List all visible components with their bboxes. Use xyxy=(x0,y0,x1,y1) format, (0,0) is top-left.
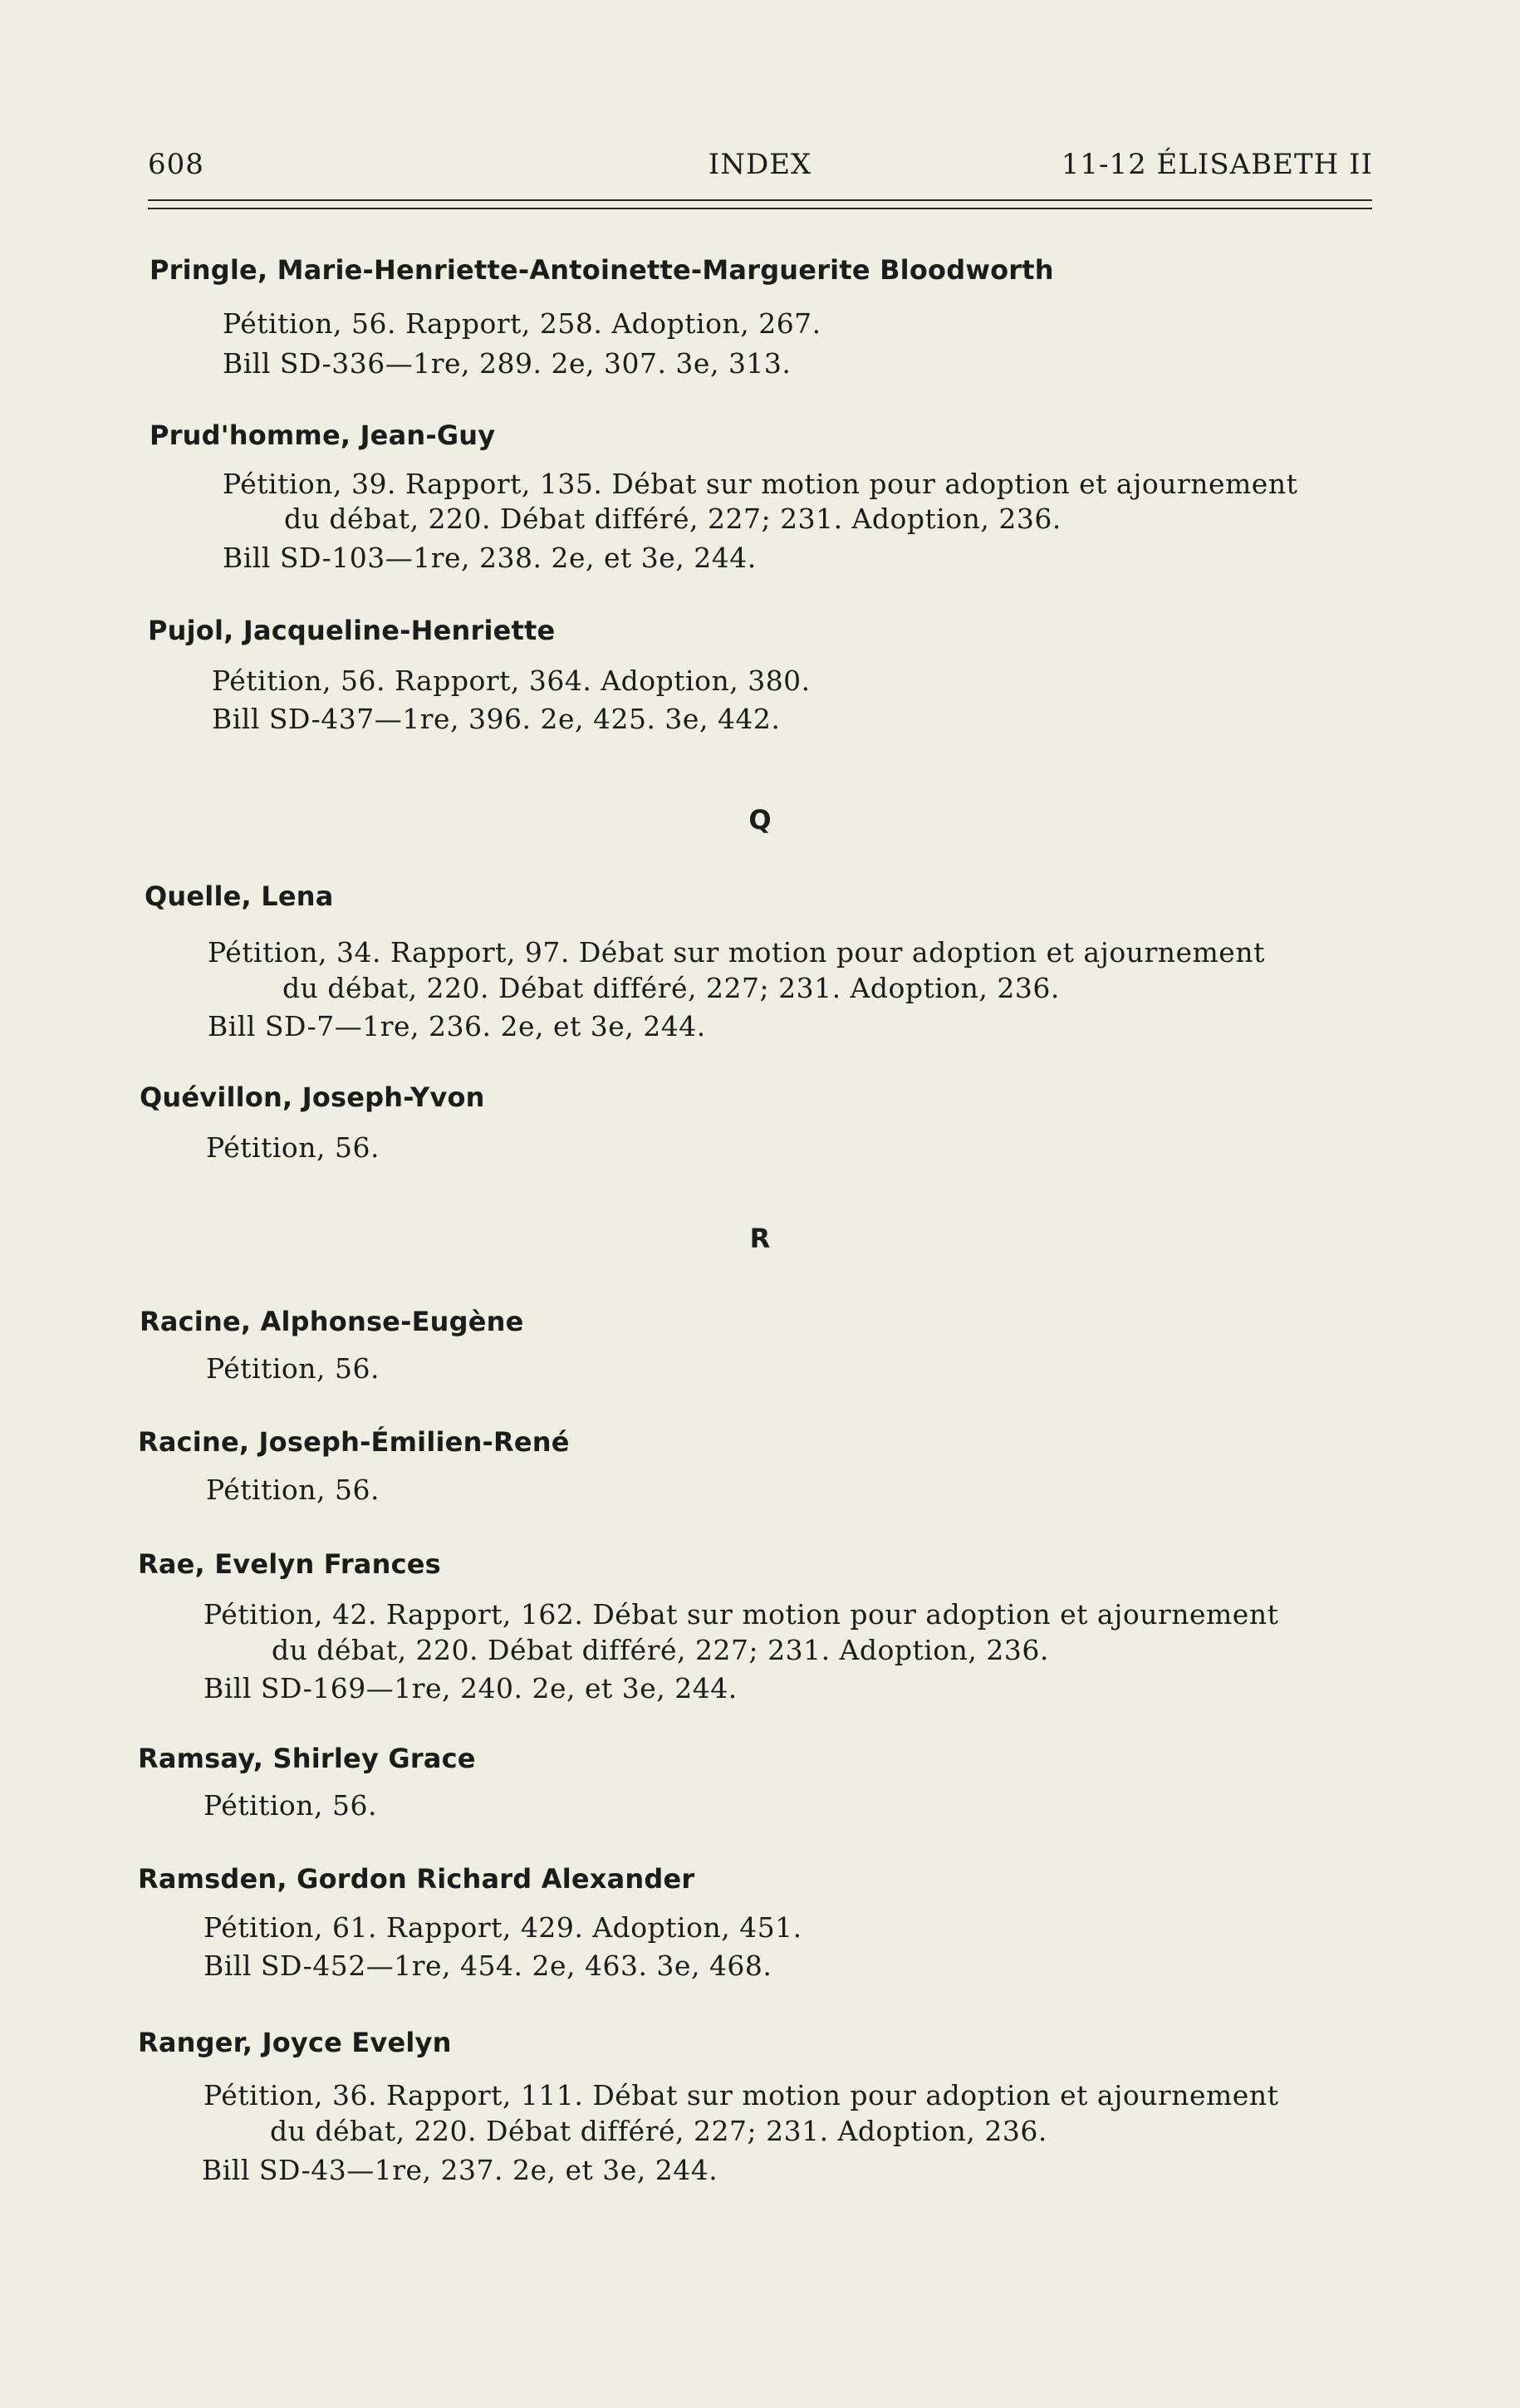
entry-name: Quelle, Lena xyxy=(145,880,334,912)
entry-reference-line: du débat, 220. Débat différé, 227; 231. Adoption, 236. xyxy=(272,1634,1049,1666)
entry-name: Pringle, Marie-Henriette-Antoinette-Marguerite Bloodworth xyxy=(150,254,1054,286)
entry-reference-line: Bill SD-336—1re, 289. 2e, 307. 3e, 313. xyxy=(223,347,792,380)
entry-reference-line: Pétition, 34. Rapport, 97. Débat sur motion pour adoption et ajournement xyxy=(208,936,1265,969)
section-letter-r: R xyxy=(749,1223,771,1254)
entry-reference-line: Pétition, 39. Rapport, 135. Débat sur motion pour adoption et ajournement xyxy=(223,468,1298,500)
entry-reference-line: Pétition, 42. Rapport, 162. Débat sur motion pour adoption et ajournement xyxy=(203,1598,1279,1631)
entry-reference-line: Pétition, 56. xyxy=(206,1352,380,1385)
entry-name: Prud'homme, Jean-Guy xyxy=(150,419,496,451)
entry-name: Racine, Joseph-Émilien-René xyxy=(138,1426,570,1458)
entry-name: Ramsden, Gordon Richard Alexander xyxy=(138,1863,695,1895)
entry-reference-line: Bill SD-43—1re, 237. 2e, et 3e, 244. xyxy=(202,2154,718,2186)
page-number: 608 xyxy=(148,148,204,181)
header-rule-bottom xyxy=(148,208,1372,209)
entry-reference-line: Pétition, 56. xyxy=(203,1789,377,1822)
entry-reference-line: Pétition, 36. Rapport, 111. Débat sur motion pour adoption et ajournement xyxy=(203,2079,1279,2111)
page-title: INDEX xyxy=(708,148,812,181)
entry-name: Quévillon, Joseph-Yvon xyxy=(140,1081,485,1113)
running-header-right: 11-12 ÉLISABETH II xyxy=(1061,148,1373,181)
entry-reference-line: Bill SD-452—1re, 454. 2e, 463. 3e, 468. xyxy=(203,1949,772,1982)
entry-reference-line: Pétition, 61. Rapport, 429. Adoption, 451. xyxy=(203,1911,802,1944)
entry-name: Ranger, Joyce Evelyn xyxy=(138,2027,452,2058)
entry-name: Ramsay, Shirley Grace xyxy=(138,1743,476,1774)
entry-reference-line: du débat, 220. Débat différé, 227; 231. Adoption, 236. xyxy=(270,2115,1047,2147)
header-rule-top xyxy=(148,199,1372,201)
entry-name: Racine, Alphonse-Eugène xyxy=(140,1306,524,1337)
entry-name: Pujol, Jacqueline-Henriette xyxy=(148,615,556,646)
entry-reference-line: Bill SD-7—1re, 236. 2e, et 3e, 244. xyxy=(208,1010,706,1042)
entry-reference-line: Bill SD-169—1re, 240. 2e, et 3e, 244. xyxy=(203,1672,738,1704)
entry-reference-line: Pétition, 56. Rapport, 258. Adoption, 267. xyxy=(223,307,821,340)
entry-name: Rae, Evelyn Frances xyxy=(138,1548,441,1580)
entry-reference-line: Bill SD-437—1re, 396. 2e, 425. 3e, 442. xyxy=(212,703,781,735)
entry-reference-line: du débat, 220. Débat différé, 227; 231. Adoption, 236. xyxy=(284,503,1062,535)
entry-reference-line: Pétition, 56. Rapport, 364. Adoption, 380. xyxy=(212,665,811,697)
section-letter-q: Q xyxy=(748,804,772,836)
entry-reference-line: Pétition, 56. xyxy=(206,1131,380,1164)
entry-reference-line: Pétition, 56. xyxy=(206,1474,380,1506)
entry-reference-line: du débat, 220. Débat différé, 227; 231. Adoption, 236. xyxy=(282,972,1060,1004)
entry-reference-line: Bill SD-103—1re, 238. 2e, et 3e, 244. xyxy=(223,542,757,574)
